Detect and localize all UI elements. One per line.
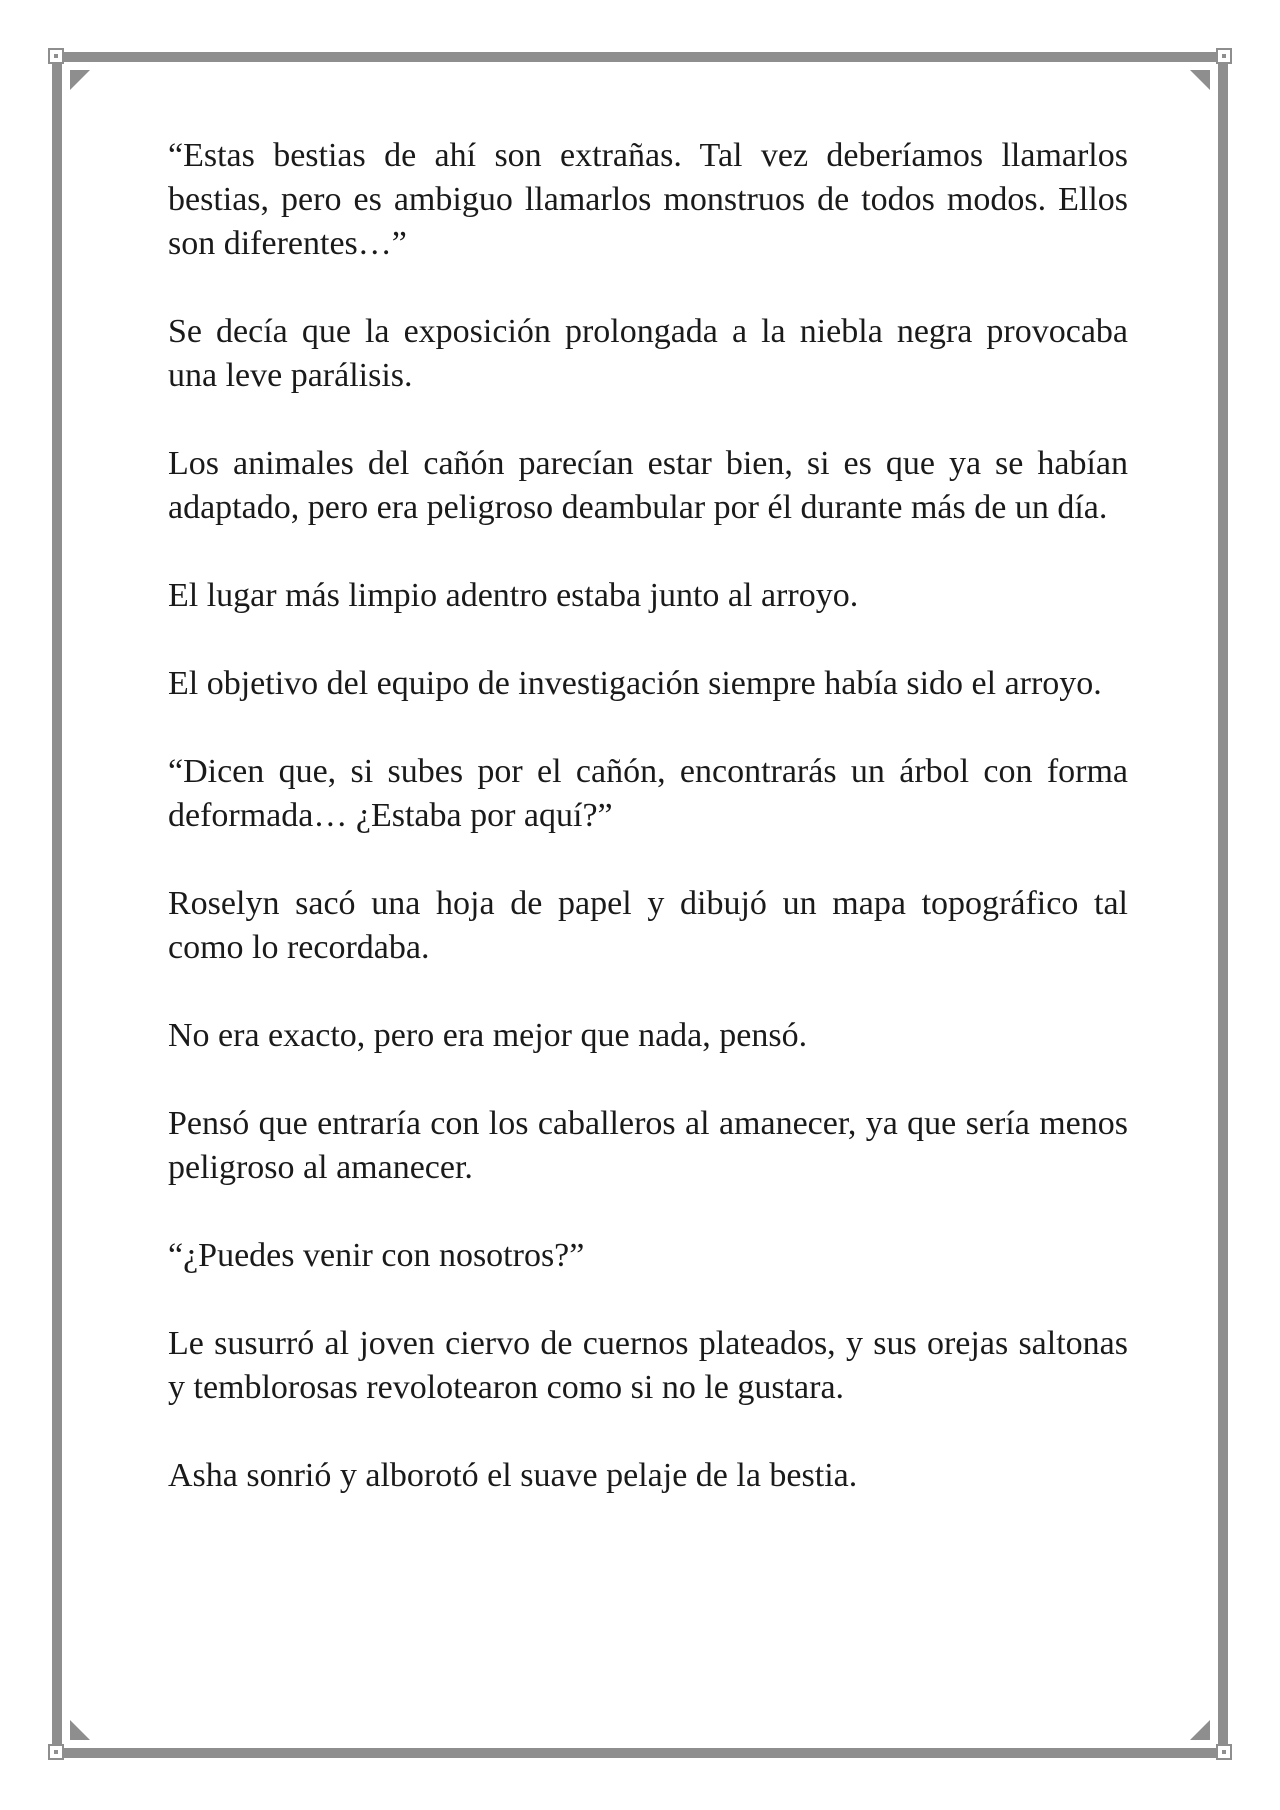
frame-corner-triangle-top-right	[1190, 70, 1210, 90]
frame-border-right	[1218, 62, 1228, 1748]
paragraph: Le susurró al joven ciervo de cuernos plateados, y sus orejas saltonas y temblorosas revolotearon como si no le gustara.	[168, 1325, 1128, 1406]
frame-corner-triangle-bottom-right	[1190, 1720, 1210, 1740]
paragraph: “Dicen que, si subes por el cañón, encontrarás un árbol con forma deformada… ¿Estaba por aquí?”	[168, 753, 1128, 834]
frame-corner-square-top-right	[1216, 48, 1232, 64]
paragraph: No era exacto, pero era mejor que nada, pensó.	[168, 1017, 808, 1054]
paragraph: “Estas bestias de ahí son extrañas. Tal vez deberíamos llamarlos bestias, pero es ambiguo llamarlos monstruos de todos modos. Ellos son diferentes…”	[168, 137, 1128, 262]
paragraph: El objetivo del equipo de investigación siempre había sido el arroyo.	[168, 665, 1102, 702]
paragraph: Se decía que la exposición prolongada a la niebla negra provocaba una leve parálisis.	[168, 313, 1128, 394]
paragraph: Los animales del cañón parecían estar bien, si es que ya se habían adaptado, pero era peligroso deambular por él durante más de un día.	[168, 445, 1128, 526]
frame-border-bottom	[62, 1748, 1218, 1758]
frame-corner-triangle-top-left	[70, 70, 90, 90]
frame-corner-triangle-bottom-left	[70, 1720, 90, 1740]
paragraph: El lugar más limpio adentro estaba junto al arroyo.	[168, 577, 859, 614]
paragraph: Pensó que entraría con los caballeros al amanecer, ya que sería menos peligroso al amanecer.	[168, 1105, 1128, 1186]
frame-border-left	[52, 62, 62, 1748]
paragraph: Asha sonrió y alborotó el suave pelaje de la bestia.	[168, 1457, 858, 1494]
frame-border-top	[62, 52, 1218, 62]
page-body	[168, 134, 1128, 1542]
paragraph: “¿Puedes venir con nosotros?”	[168, 1237, 585, 1274]
frame-corner-square-top-left	[48, 48, 64, 64]
paragraph: Roselyn sacó una hoja de papel y dibujó un mapa topográfico tal como lo recordaba.	[168, 885, 1128, 966]
frame-corner-square-bottom-right	[1216, 1744, 1232, 1760]
frame-corner-square-bottom-left	[48, 1744, 64, 1760]
